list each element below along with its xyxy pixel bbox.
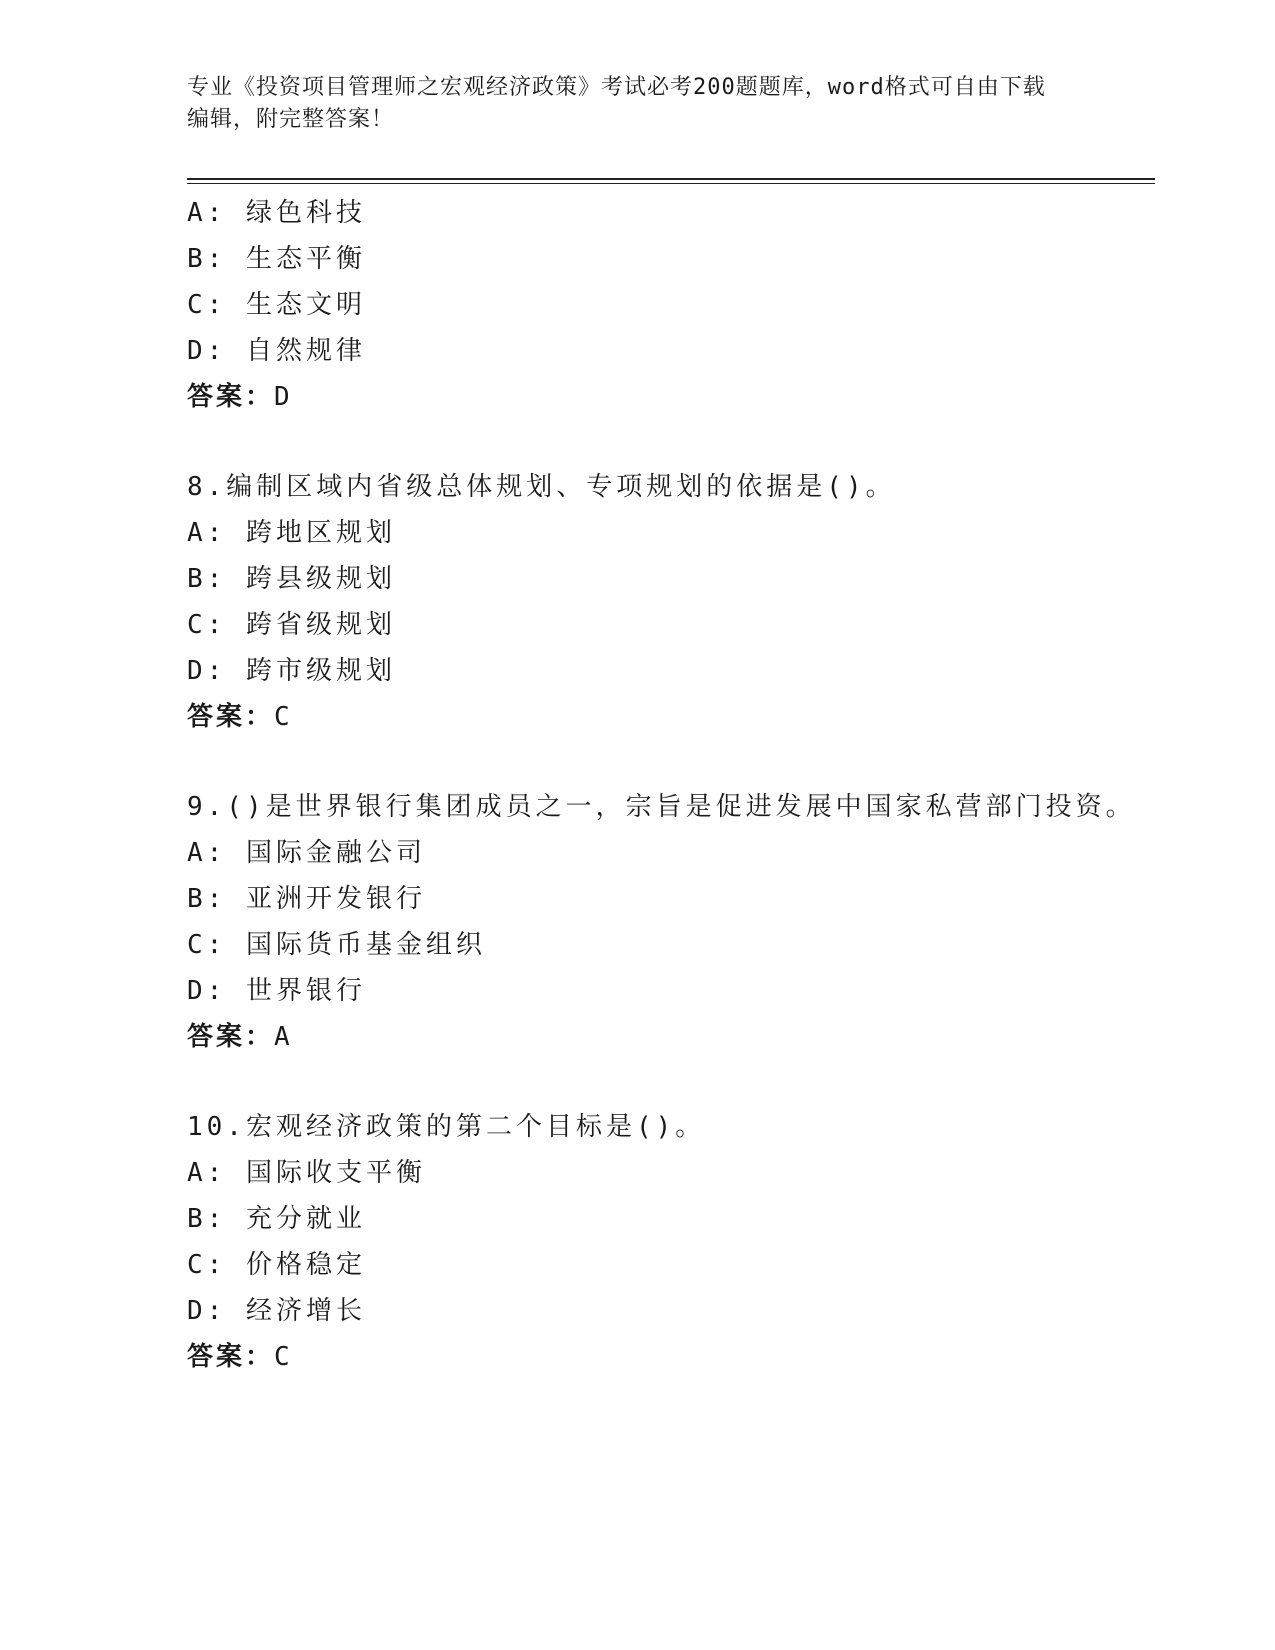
option-a: A: 国际金融公司 [187, 838, 426, 868]
option-d: D: 自然规律 [187, 336, 366, 366]
question-title: 10.宏观经济政策的第二个目标是()。 [187, 1112, 706, 1142]
option-c: C: 生态文明 [187, 290, 366, 320]
answer-label: 答案： [187, 382, 275, 412]
answer-value: A [274, 1022, 292, 1052]
option-c: C: 跨省级规划 [187, 610, 396, 640]
answer-line [187, 694, 1155, 740]
option-c: C: 价格稳定 [187, 1250, 366, 1280]
question-title: 8.编制区域内省级总体规划、专项规划的依据是()。 [187, 472, 896, 502]
option-d: D: 经济增长 [187, 1296, 366, 1326]
option-b: B: 亚洲开发银行 [187, 884, 426, 914]
answer-value: C [274, 702, 292, 732]
option-a: A: 绿色科技 [187, 198, 366, 228]
answer-label: 答案： [187, 1342, 275, 1372]
option-a: A: 国际收支平衡 [187, 1158, 426, 1188]
option-a: A: 跨地区规划 [187, 518, 396, 548]
question-list [187, 190, 1155, 1380]
option-d: D: 跨市级规划 [187, 656, 396, 686]
option-c: C: 国际货币基金组织 [187, 930, 486, 960]
answer-value: D [274, 382, 292, 412]
answer-label: 答案： [187, 702, 275, 732]
option-b: B: 充分就业 [187, 1204, 366, 1234]
question-10 [187, 1104, 1155, 1380]
answer-value: C [274, 1342, 292, 1372]
question-7-continued [187, 190, 1155, 420]
answer-line [187, 374, 1155, 420]
answer-label: 答案： [187, 1022, 275, 1052]
option-d: D: 世界银行 [187, 976, 366, 1006]
question-8 [187, 464, 1155, 740]
header-divider-thin [187, 183, 1155, 184]
option-b: B: 生态平衡 [187, 244, 366, 274]
question-9 [187, 784, 1155, 1060]
document-header: 专业《投资项目管理师之宏观经济政策》考试必考200题题库，word格式可自由下载编辑，附完整答案！ [187, 75, 1046, 132]
answer-line [187, 1334, 1155, 1380]
answer-line [187, 1014, 1155, 1060]
option-b: B: 跨县级规划 [187, 564, 396, 594]
question-title: 9.()是世界银行集团成员之一，宗旨是促进发展中国家私营部门投资。 [187, 792, 1136, 822]
header-divider-thick [187, 178, 1155, 180]
